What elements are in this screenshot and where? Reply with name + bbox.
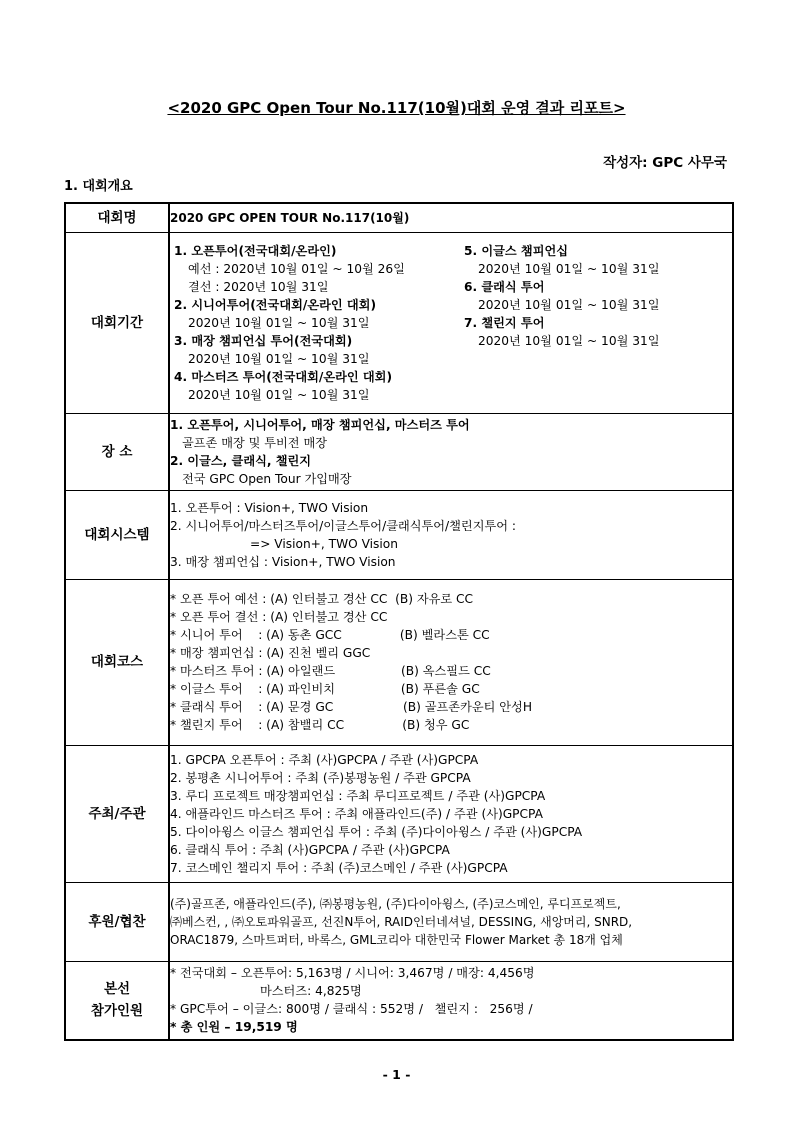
venue-line: 1. 오픈투어, 시니어투어, 매장 챔피언십, 마스터즈 투어 — [170, 417, 470, 432]
period-left-column — [170, 242, 464, 404]
label-system: 대회시스템 — [65, 490, 169, 579]
course-line: * 시니어 투어 : (A) 동촌 GCC (B) 벨라스톤 CC — [170, 628, 490, 642]
course-line: * 마스터즈 투어 : (A) 아일랜드 (B) 옥스필드 CC — [170, 664, 491, 678]
period-date: 예선 : 2020년 10월 01일 ~ 10월 26일 — [188, 261, 405, 276]
venue-line: 골프존 매장 및 투비전 매장 — [182, 435, 328, 450]
host-line: 4. 애플라인드 마스터즈 투어 : 주최 애플라인드(주) / 주관 (사)GPCPA — [170, 806, 543, 821]
period-item: 6. 클래식 투어 — [464, 279, 545, 294]
host-line: 5. 다이아윙스 이글스 챔피언십 투어 : 주최 (주)다이아윙스 / 주관 (사)GPCPA — [170, 824, 583, 839]
period-item: 3. 매장 챔피언십 투어(전국대회) — [174, 333, 353, 348]
system-line: 3. 매장 챔피언십 : Vision+, TWO Vision — [170, 554, 396, 569]
label-venue: 장 소 — [65, 413, 169, 490]
value-event-name: 2020 GPC OPEN TOUR No.117(10월) — [169, 203, 733, 232]
system-line: 1. 오픈투어 : Vision+, TWO Vision — [170, 500, 369, 515]
host-line: 2. 봉평촌 시니어투어 : 주최 (주)봉평농원 / 주관 GPCPA — [170, 770, 471, 785]
sponsor-line: ㈜베스컨, , ㈜오토파워골프, 선진N투어, RAID인터네셔널, DESSING, 새앙머리, SNRD, — [170, 914, 633, 929]
course-line: * 이글스 투어 : (A) 파인비치 (B) 푸른솔 GC — [170, 682, 480, 696]
course-line: * 매장 챔피언십 : (A) 진천 벨리 GGC — [170, 646, 371, 660]
host-line: 6. 클래식 투어 : 주최 (사)GPCPA / 주관 (사)GPCPA — [170, 842, 450, 857]
page-number: - 1 - — [382, 1067, 411, 1082]
host-content — [169, 745, 733, 882]
label-host: 주최/주관 — [65, 745, 169, 882]
host-line: 3. 루디 프로젝트 매장챔피언십 : 주최 루디프로젝트 / 주관 (사)GPCPA — [170, 788, 546, 803]
row-course — [65, 579, 733, 745]
venue-content — [169, 413, 733, 490]
period-date: 2020년 10월 01일 ~ 10월 31일 — [478, 297, 660, 312]
venue-line: 2. 이글스, 클래식, 챌린지 — [170, 453, 312, 468]
course-content — [169, 579, 733, 745]
row-system — [65, 490, 733, 579]
period-item: 2. 시니어투어(전국대회/온라인 대회) — [174, 297, 377, 312]
row-period — [65, 232, 733, 413]
label-period: 대회기간 — [65, 232, 169, 413]
label-course: 대회코스 — [65, 579, 169, 745]
course-line: * 오픈 투어 예선 : (A) 인터불고 경산 CC (B) 자유로 CC — [170, 592, 474, 606]
row-host — [65, 745, 733, 882]
course-line: * 챌린지 투어 : (A) 참밸리 CC (B) 청우 GC — [170, 718, 470, 732]
row-event-name — [65, 203, 733, 232]
period-date: 2020년 10월 01일 ~ 10월 31일 — [478, 261, 660, 276]
participants-total: * 총 인원 – 19,519 명 — [170, 1020, 298, 1035]
row-sponsor — [65, 882, 733, 961]
participants-content — [169, 961, 733, 1040]
period-right-column — [464, 242, 724, 350]
label-sponsor: 후원/협찬 — [65, 882, 169, 961]
label-participants — [65, 961, 169, 1040]
report-title: <2020 GPC Open Tour No.117(10월)대회 운영 결과 리포트> — [167, 99, 626, 117]
period-date: 2020년 10월 01일 ~ 10월 31일 — [478, 333, 660, 348]
period-date: 2020년 10월 01일 ~ 10월 31일 — [188, 315, 370, 330]
period-content — [169, 232, 733, 413]
row-participants — [65, 961, 733, 1040]
participants-line: * GPC투어 – 이글스: 800명 / 클래식 : 552명 / 챌린지 : 256명 / — [170, 1002, 533, 1017]
course-line: * 클래식 투어 : (A) 문경 GC (B) 골프존카운티 안성H — [170, 700, 532, 714]
label-participants-line2: 참가인원 — [90, 1003, 144, 1020]
venue-line: 전국 GPC Open Tour 가입매장 — [182, 471, 352, 486]
host-line: 1. GPCPA 오픈투어 : 주최 (사)GPCPA / 주관 (사)GPCPA — [170, 752, 479, 767]
system-line: => Vision+, TWO Vision — [250, 536, 398, 551]
participants-line: 마스터즈: 4,825명 — [260, 984, 362, 999]
overview-table — [64, 202, 734, 1041]
participants-line: * 전국대회 – 오픈투어: 5,163명 / 시니어: 3,467명 / 매장: 4,456명 — [170, 966, 535, 981]
period-item: 4. 마스터즈 투어(전국대회/온라인 대회) — [174, 369, 393, 384]
system-content — [169, 490, 733, 579]
period-date: 2020년 10월 01일 ~ 10월 31일 — [188, 387, 370, 402]
course-line: * 오픈 투어 결선 : (A) 인터불고 경산 CC — [170, 610, 388, 624]
period-item: 1. 오픈투어(전국대회/온라인) — [174, 243, 337, 258]
period-date: 결선 : 2020년 10월 31일 — [188, 279, 329, 294]
sponsor-line: (주)골프존, 애플라인드(주), ㈜봉평농원, (주)다이아윙스, (주)코스메인, 루디프로젝트, — [170, 896, 621, 911]
sponsor-line: ORAC1879, 스마트퍼터, 바록스, GML코리아 대한민국 Flower Market 총 18개 업체 — [170, 932, 623, 947]
author-line: 작성자: GPC 사무국 — [603, 155, 727, 171]
label-participants-line1: 본선 — [103, 981, 131, 998]
period-date: 2020년 10월 01일 ~ 10월 31일 — [188, 351, 370, 366]
host-line: 7. 코스메인 챌리지 투어 : 주최 (주)코스메인 / 주관 (사)GPCPA — [170, 860, 508, 875]
sponsor-content — [169, 882, 733, 961]
period-item: 5. 이글스 챔피언십 — [464, 243, 569, 258]
label-event-name: 대회명 — [65, 203, 169, 232]
section-heading: 1. 대회개요 — [64, 179, 133, 194]
system-line: 2. 시니어투어/마스터즈투어/이글스투어/클래식투어/챌린지투어 : — [170, 518, 517, 533]
period-item: 7. 챌린지 투어 — [464, 315, 545, 330]
row-venue — [65, 413, 733, 490]
